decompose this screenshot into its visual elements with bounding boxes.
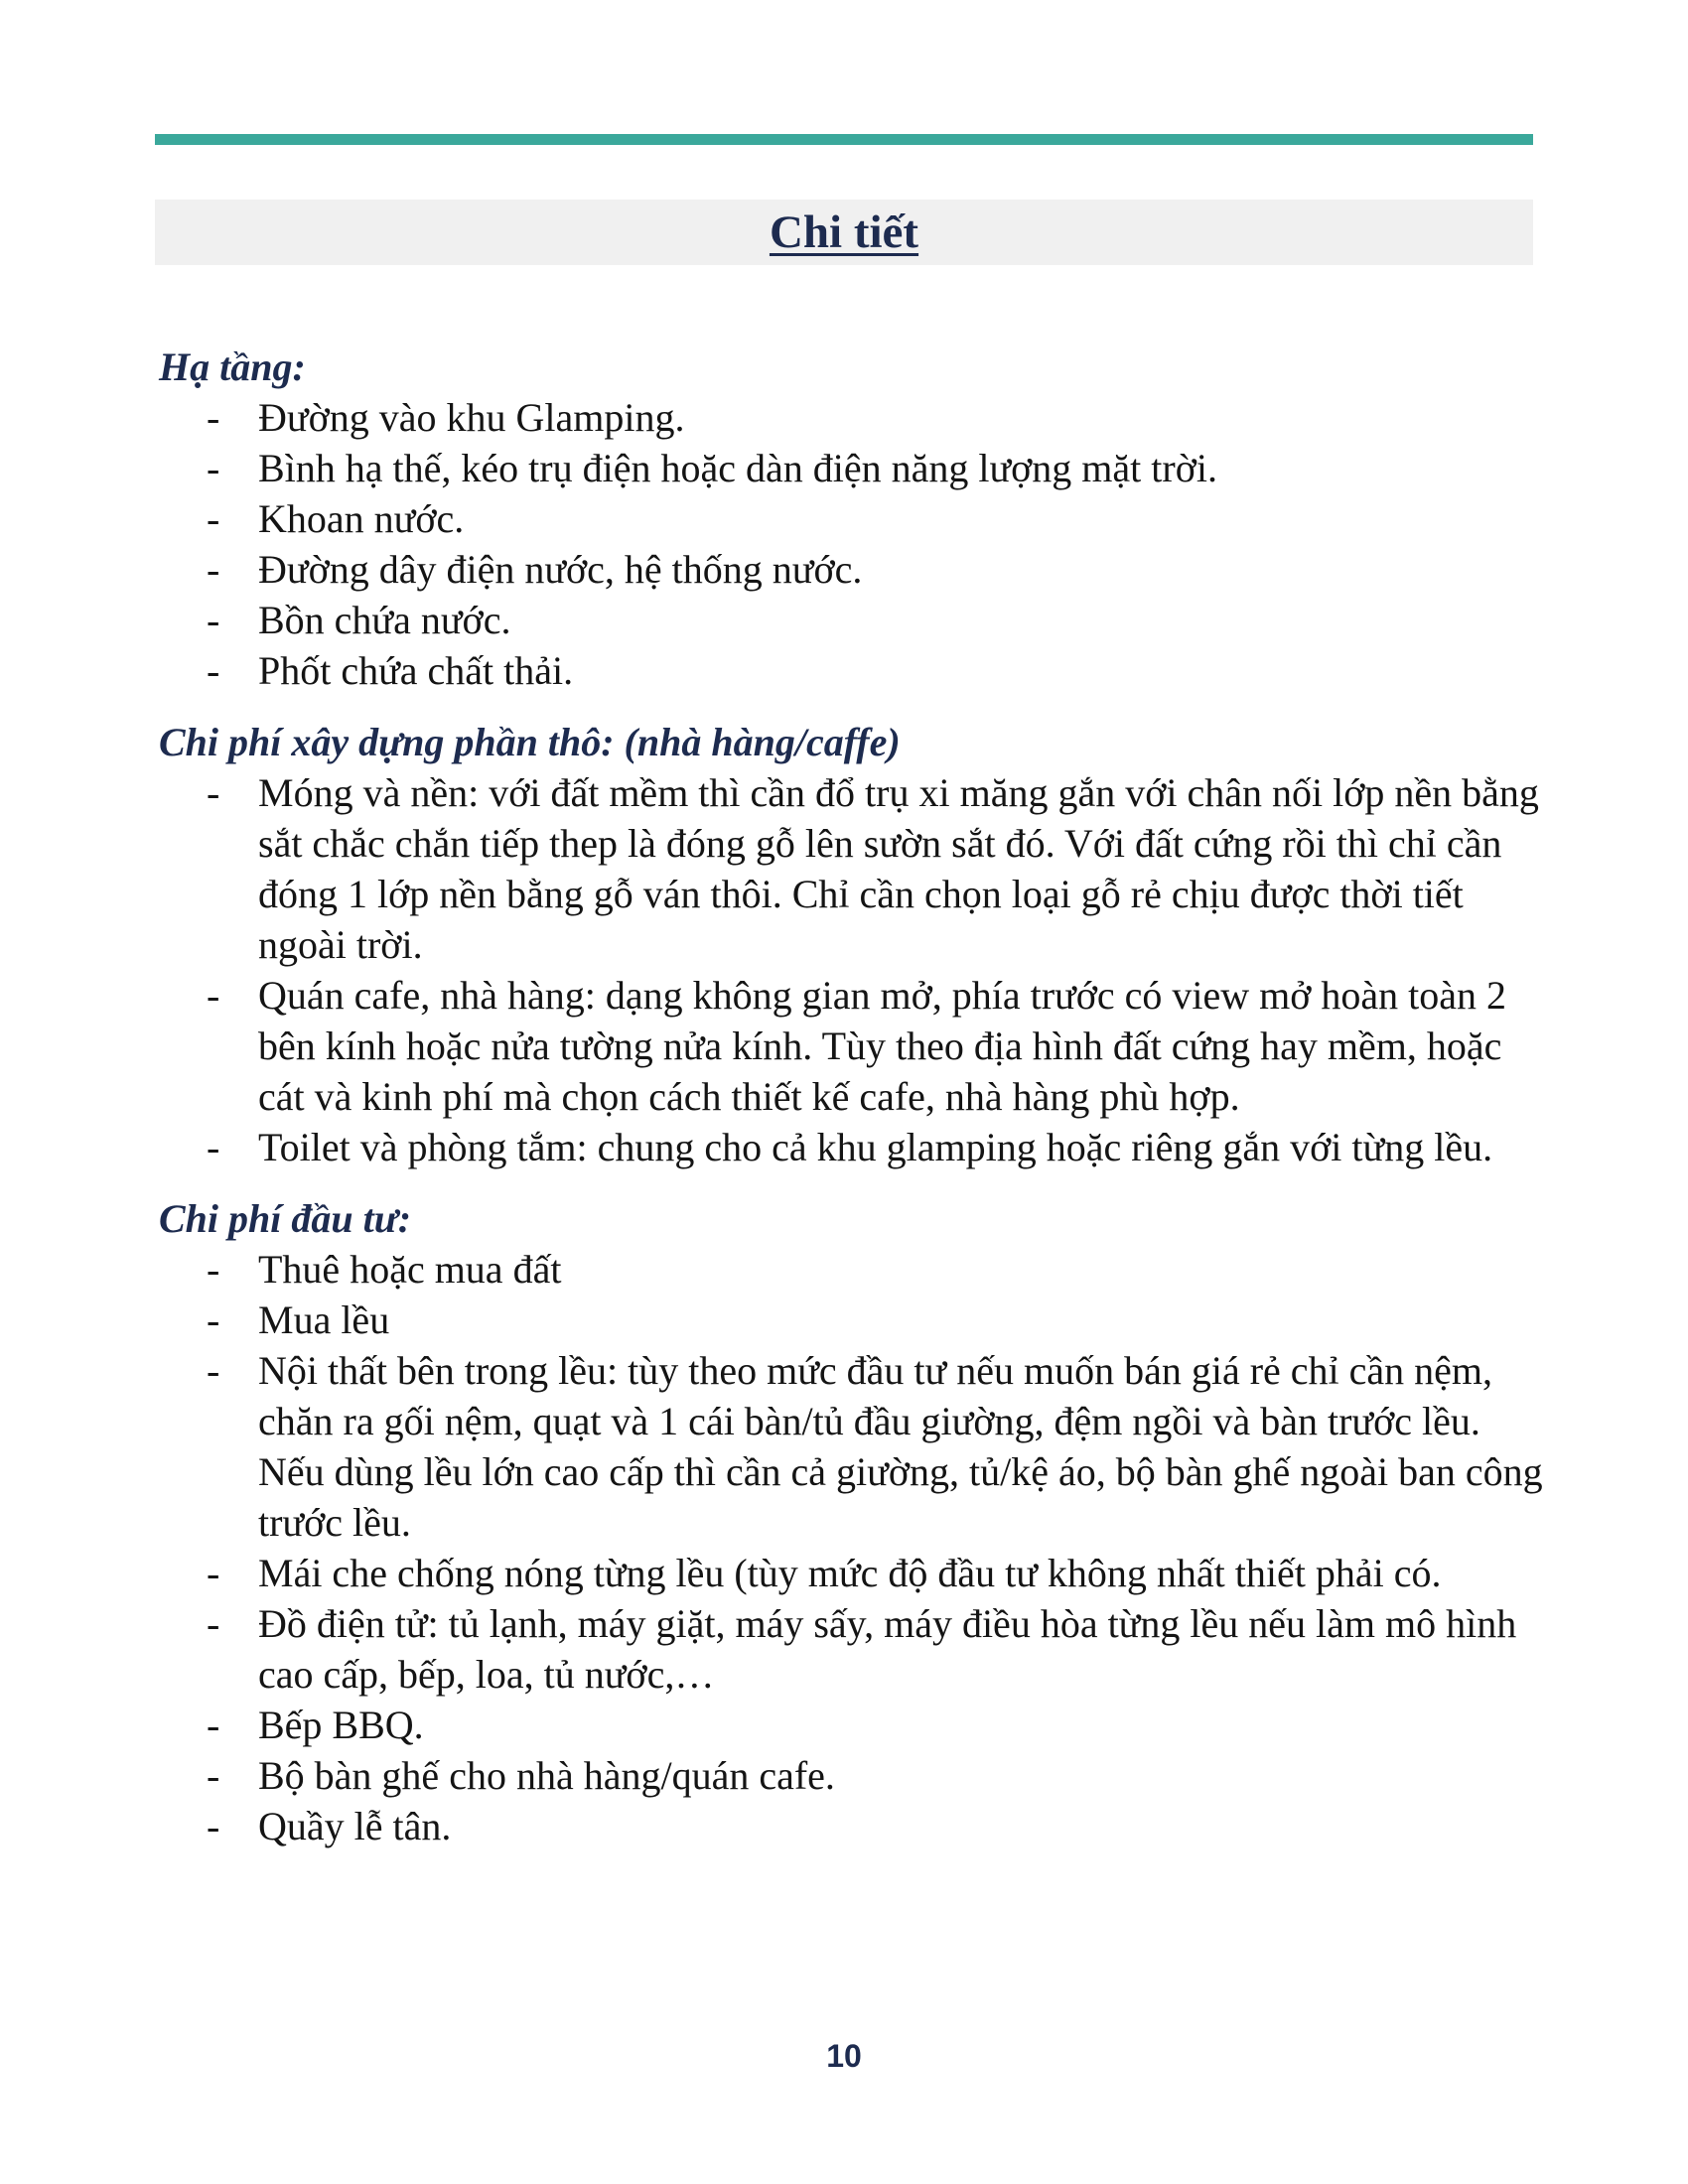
list-item <box>207 767 1549 970</box>
dash-bullet: - <box>207 770 220 815</box>
list-item-text: Nội thất bên trong lều: tùy theo mức đầu tư nếu muốn bán giá rẻ chỉ cần nệm, chăn ra gối nệm, quạt và 1 cái bàn/tủ đầu giường, đệm ngồi và bàn trước lều. Nếu dùng lều lớn cao cấp thì cần cả giường, tủ/kệ áo, bộ bàn ghế ngoài ban công trước lều. <box>258 1348 1543 1545</box>
dash-bullet: - <box>207 547 220 592</box>
list-item <box>207 1295 1549 1345</box>
section-heading: Chi phí đầu tư: <box>159 1196 412 1241</box>
list-item-text: Đường vào khu Glamping. <box>258 395 685 440</box>
list-item <box>207 1700 1549 1750</box>
list-item-text: Bồn chứa nước. <box>258 598 511 642</box>
page-number: 10 <box>826 2038 862 2074</box>
dash-bullet: - <box>207 648 220 693</box>
list-item-text: Móng và nền: với đất mềm thì cần đổ trụ xi măng gắn với chân nối lớp nền bằng sắt chắc chắn tiếp thep là đóng gỗ lên sườn sắt đó. Với đất cứng rồi thì chỉ cần đóng 1 lớp nền bằng gỗ ván thôi. Chỉ cần chọn loại gỗ rẻ chịu được thời tiết ngoài trời. <box>258 770 1539 967</box>
list-item <box>207 544 1549 595</box>
list-item-text: Khoan nước. <box>258 496 465 541</box>
dash-bullet: - <box>207 973 220 1018</box>
list-item <box>207 392 1549 443</box>
top-accent-rule <box>155 134 1533 145</box>
dash-bullet: - <box>207 496 220 541</box>
list-item-text: Quầy lễ tân. <box>258 1804 452 1848</box>
list-item <box>207 1122 1549 1172</box>
dash-bullet: - <box>207 1247 220 1292</box>
list-item-text: Mái che chống nóng từng lều (tùy mức độ đầu tư không nhất thiết phải có. <box>258 1551 1442 1595</box>
list-item <box>207 1801 1549 1851</box>
dash-bullet: - <box>207 1703 220 1747</box>
list-item-text: Đồ điện tử: tủ lạnh, máy giặt, máy sấy, máy điều hòa từng lều nếu làm mô hình cao cấp, bếp, loa, tủ nước,… <box>258 1601 1517 1697</box>
bullet-list <box>159 767 1549 1172</box>
list-item <box>207 1244 1549 1295</box>
list-item <box>207 1548 1549 1598</box>
dash-bullet: - <box>207 1551 220 1595</box>
section-chi-phi-dau-tu <box>159 1194 1549 1851</box>
dash-bullet: - <box>207 1804 220 1848</box>
title-band <box>155 200 1533 265</box>
list-item-text: Quán cafe, nhà hàng: dạng không gian mở, phía trước có view mở hoàn toàn 2 bên kính hoặc nửa tường nửa kính. Tùy theo địa hình đất cứng hay mềm, hoặc cát và kinh phí mà chọn cách thiết kế cafe, nhà hàng phù hợp. <box>258 973 1507 1119</box>
dash-bullet: - <box>207 1297 220 1342</box>
list-item <box>207 493 1549 544</box>
dash-bullet: - <box>207 1601 220 1646</box>
list-item-text: Đường dây điện nước, hệ thống nước. <box>258 547 863 592</box>
list-item-text: Toilet và phòng tắm: chung cho cả khu glamping hoặc riêng gắn với từng lều. <box>258 1125 1493 1169</box>
list-item-text: Thuê hoặc mua đất <box>258 1247 562 1292</box>
section-heading: Hạ tầng: <box>159 344 306 389</box>
list-item <box>207 645 1549 696</box>
dash-bullet: - <box>207 1125 220 1169</box>
list-item <box>207 1345 1549 1548</box>
list-item-text: Bếp BBQ. <box>258 1703 424 1747</box>
list-item-text: Mua lều <box>258 1297 390 1342</box>
list-item-text: Bộ bàn ghế cho nhà hàng/quán cafe. <box>258 1753 835 1798</box>
section-chi-phi-xay-dung <box>159 718 1549 1172</box>
list-item <box>207 1598 1549 1700</box>
bullet-list <box>159 1244 1549 1851</box>
section-heading: Chi phí xây dựng phần thô: (nhà hàng/caffe) <box>159 720 901 764</box>
list-item-text: Bình hạ thế, kéo trụ điện hoặc dàn điện năng lượng mặt trời. <box>258 446 1217 490</box>
list-item <box>207 443 1549 493</box>
page-title: Chi tiết <box>769 206 919 258</box>
bullet-list <box>159 392 1549 696</box>
document-body <box>159 342 1549 1851</box>
list-item <box>207 1750 1549 1801</box>
list-item <box>207 970 1549 1122</box>
dash-bullet: - <box>207 1348 220 1393</box>
dash-bullet: - <box>207 395 220 440</box>
section-ha-tang <box>159 342 1549 696</box>
dash-bullet: - <box>207 446 220 490</box>
dash-bullet: - <box>207 598 220 642</box>
dash-bullet: - <box>207 1753 220 1798</box>
list-item-text: Phốt chứa chất thải. <box>258 648 574 693</box>
list-item <box>207 595 1549 645</box>
